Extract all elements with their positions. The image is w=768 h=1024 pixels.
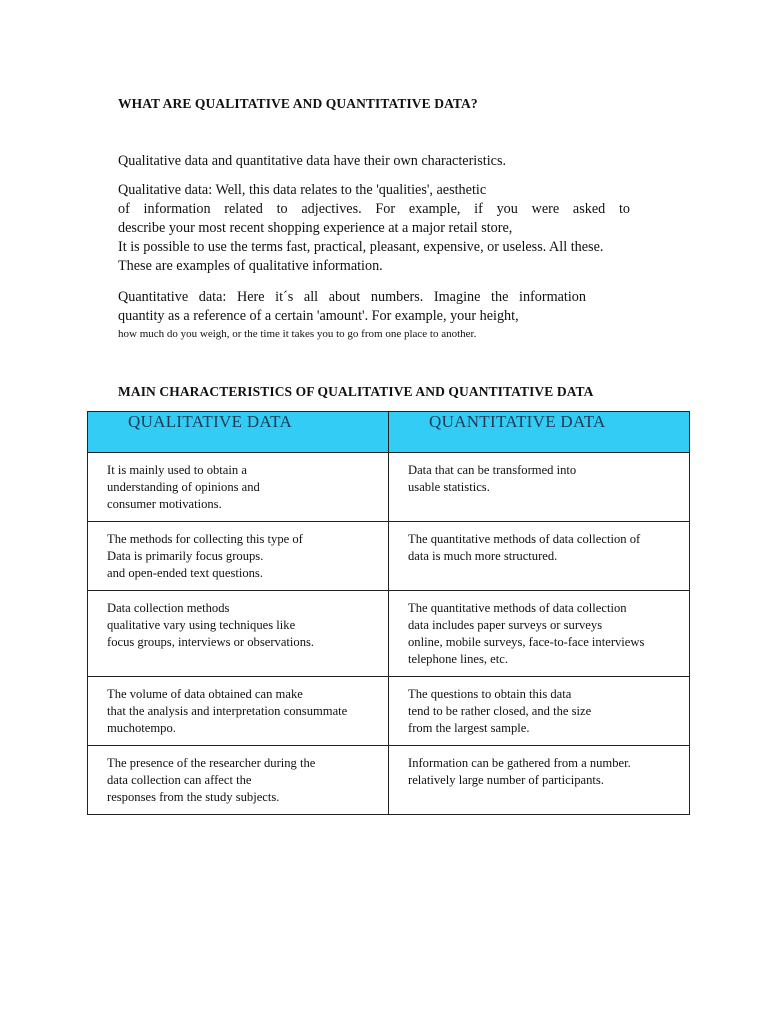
paragraph-line: It is possible to use the terms fast, practical, pleasant, expensive, or useless. All these.: [118, 239, 604, 255]
table-cell-qualitative: The presence of the researcher during the data collection can affect the responses from the study subjects.: [88, 746, 389, 815]
qualitative-paragraph: [118, 181, 630, 276]
paragraph-line: describe your most recent shopping experience at a major retail store,: [118, 220, 513, 236]
column-header-qualitative: [88, 412, 389, 453]
table-row: [88, 591, 690, 677]
section-heading-characteristics: MAIN CHARACTERISTICS OF QUALITATIVE AND QUANTITATIVE DATA: [118, 384, 594, 399]
paragraph-line: Qualitative data: Well, this data relates to the 'qualities', aesthetic: [118, 182, 487, 198]
table-cell-qualitative: The methods for collecting this type of Data is primarily focus groups. and open-ended text questions.: [88, 522, 389, 591]
table-cell-qualitative: It is mainly used to obtain a understanding of opinions and consumer motivations.: [88, 453, 389, 522]
column-header-label: QUALITATIVE DATA: [128, 412, 293, 431]
table-cell-quantitative: Information can be gathered from a number. relatively large number of participants.: [389, 746, 690, 815]
table-cell-qualitative: Data collection methods qualitative vary using techniques like focus groups, interviews or observations.: [88, 591, 389, 677]
column-header-label: QUANTITATIVE DATA: [429, 412, 606, 431]
table-row: [88, 677, 690, 746]
quantitative-paragraph: [118, 288, 586, 342]
table-row: [88, 453, 690, 522]
section-heading-definitions: WHAT ARE QUALITATIVE AND QUANTITATIVE DATA?: [118, 96, 478, 111]
column-header-quantitative: [389, 412, 690, 453]
table-cell-quantitative: The questions to obtain this data tend to be rather closed, and the size from the largest sample.: [389, 677, 690, 746]
intro-line: Qualitative data and quantitative data have their own characteristics.: [118, 153, 507, 169]
table-cell-qualitative: The volume of data obtained can make that the analysis and interpretation consummate muchotempo.: [88, 677, 389, 746]
table-row: [88, 522, 690, 591]
paragraph-line: of information related to adjectives. For example, if you were asked to: [118, 201, 630, 217]
table-header-row: [88, 412, 690, 453]
paragraph-line: These are examples of qualitative information.: [118, 258, 383, 274]
intro-paragraph: [118, 152, 630, 171]
table-cell-quantitative: The quantitative methods of data collection of data is much more structured.: [389, 522, 690, 591]
table-cell-quantitative: The quantitative methods of data collection data includes paper surveys or surveys online, mobile surveys, face-to-face interviews telephone lines, etc.: [389, 591, 690, 677]
table-row: [88, 746, 690, 815]
table-cell-quantitative: Data that can be transformed into usable statistics.: [389, 453, 690, 522]
paragraph-line: quantity as a reference of a certain 'amount'. For example, your height,: [118, 308, 519, 324]
comparison-table: [87, 411, 690, 815]
paragraph-line: Quantitative data: Here it´s all about numbers. Imagine the information: [118, 289, 586, 305]
paragraph-line: how much do you weigh, or the time it takes you to go from one place to another.: [118, 328, 477, 340]
